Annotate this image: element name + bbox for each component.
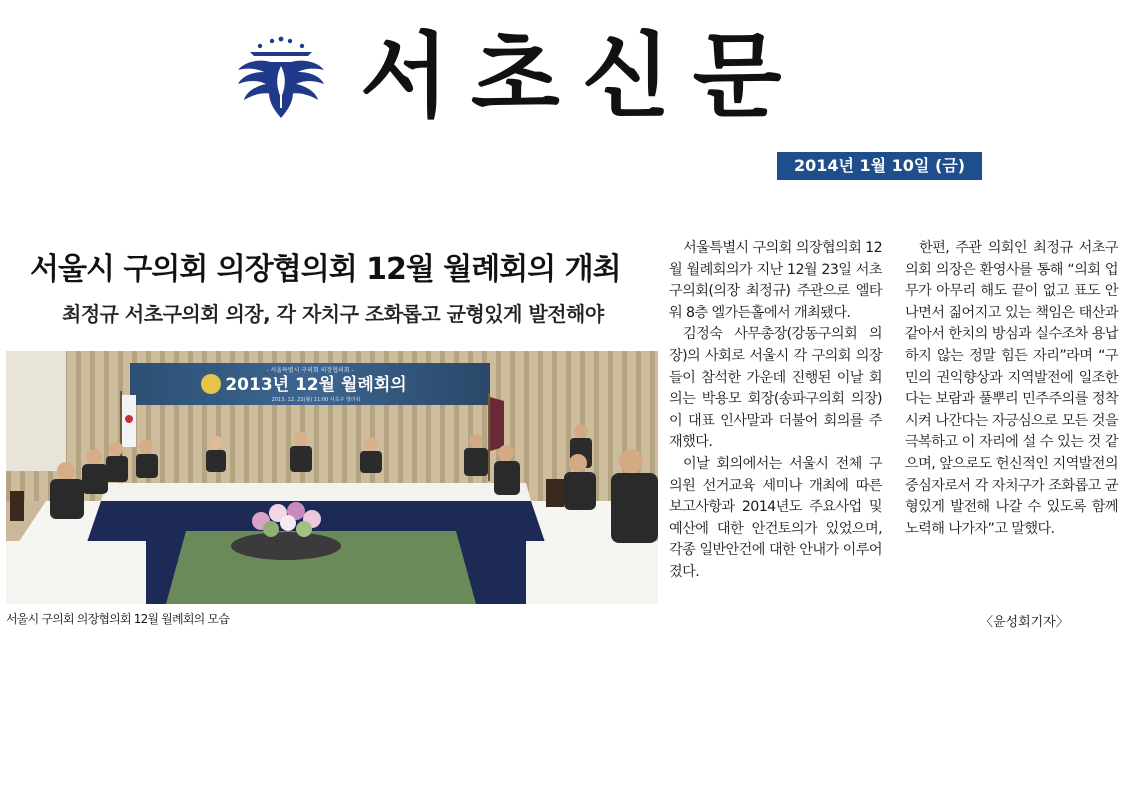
byline: 〈윤성회기자〉 [980,615,1069,630]
paragraph: 서울특별시 구의회 의장협의회 12월 월례회의가 지난 12월 23일 서초구의회(의장 최정규) 주관으로 엘타워 8층 엘가든홀에서 개최됐다. [669,240,882,321]
paper-name: 서초신문 [360,23,804,130]
subheadline: 최정규 서초구의회 의장, 각 자치구 조화롭고 균형있게 발전해야 [62,302,604,326]
photo-caption: 서울시 구의회 의장협의회 12월 월례회의 모습 [6,612,229,626]
article-column-1 [669,238,882,584]
paragraph: 김정숙 사무총장(강동구의회 의장)의 사회로 서울시 각 구의회 의장들이 참석한 가운데 진행된 이날 회의는 박용모 회장(송파구의회 의장)이 대표 인사말과 더불어 회의를 주재했다. [669,326,882,451]
banner-small-text: - 서울특별시 구의회 의장협의회 - [266,367,354,374]
article-photo [6,351,658,604]
article-column-2 [905,238,1118,540]
issue-date: 2014년 1월 10일 (금) [777,152,982,180]
paragraph: 이날 회의에서는 서울시 전체 구의원 선거교육 세미나 개최에 따른 보고사항과 2014년도 주요사업 및 예산에 대한 안건토의가 있었으며, 각종 일반안건에 대한 안내가 이루어졌다. [669,455,882,580]
banner-title-text: 2013년 12월 월례회의 [225,375,407,395]
banner-sub-text: 2013. 12. 23(월) 11:00 서초구 엘리워 [271,397,361,403]
wings-pen-emblem-icon [236,36,326,126]
meeting-photo-illustration [6,351,658,604]
headline: 서울시 구의회 의장협의회 12월 월례회의 개최 [30,252,621,287]
masthead [236,22,816,132]
paragraph: 한편, 주관 의회인 최정규 서초구의회 의장은 환영사를 통해 “의회 업무가 아무리 해도 끝이 없고 표도 안 나면서 짊어지고 있는 책임은 태산과 같아서 한치의 방심과 실수조차 용납하지 않는 정말 힘든 자리”라며 “구민의 권익향상과 지역발전에 일조한다는 보람과 풀뿌리 민주주의를 정착시켜 나간다는 자긍심으로 모든 것을 극복하고 이 자리에 설 수 있는 것 같으며, 앞으로도 헌신적인 지역발전의 중심자로서 각 자치구가 조화롭고 균형있게 발전해 나갈 수 있도록 함께 노력해 나가자”고 말했다. [905,240,1118,537]
